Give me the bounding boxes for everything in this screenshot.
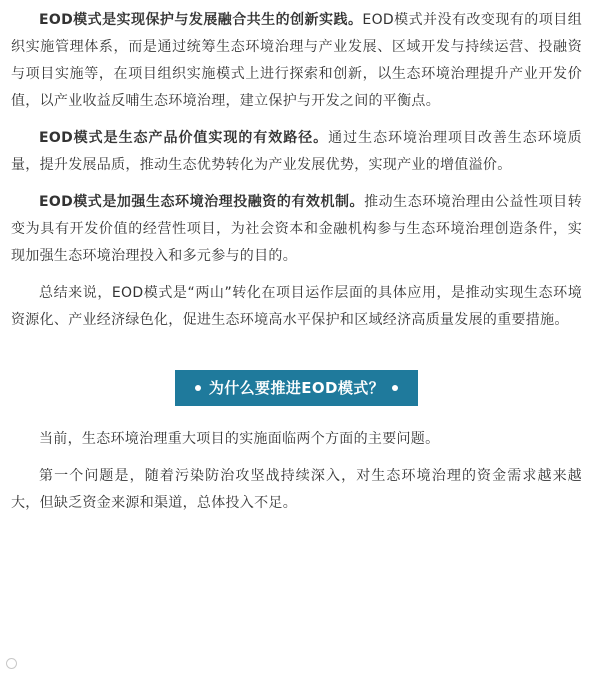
paragraph-5-body: 当前，生态环境治理重大项目的实施面临两个方面的主要问题。 [39,431,440,447]
section-heading-text: 为什么要推进EOD模式？ [208,379,385,397]
watermark [6,658,20,671]
paragraph-1 [11,7,582,115]
paragraph-2-body: 通过生态环境治理项目改善生态环境质量，提升发展品质，推动生态优势转化为产业发展优势，实现产业的增值溢价。 [11,130,582,173]
paragraph-2 [11,125,582,179]
paragraph-2-lead: EOD模式是生态产品价值实现的有效路径。 [39,130,329,146]
paragraph-3-body: 推动生态环境治理由公益性项目转变为具有开发价值的经营性项目，为社会资本和金融机构参与生态环境治理创造条件，实现加强生态环境治理投入和多元参与的目的。 [11,194,582,264]
paragraph-1-body: EOD模式并没有改变现有的项目组织实施管理体系，而是通过统筹生态环境治理与产业发展、区域开发与持续运营、投融资与项目实施等，在项目组织实施模式上进行探索和创新，以生态环境治理提升产业开发价值，以产业收益反哺生态环境治理，建立保护与开发之间的平衡点。 [11,12,582,109]
paragraph-3-lead: EOD模式是加强生态环境治理投融资的有效机制。 [39,194,365,210]
paragraph-1-lead: EOD模式是实现保护与发展融合共生的创新实践。 [39,12,363,28]
paragraph-3 [11,189,582,270]
paragraph-6 [11,463,582,517]
section-heading-wrap [11,370,582,406]
paragraph-4-body: 总结来说，EOD模式是“两山”转化在项目运作层面的具体应用，是推动实现生态环境资源化、产业经济绿色化，促进生态环境高水平保护和区域经济高质量发展的重要措施。 [11,285,582,328]
paragraph-4 [11,280,582,334]
section-heading [175,370,418,406]
bullet-dot-icon [392,385,398,391]
article [11,7,582,517]
watermark-logo-icon [6,658,17,669]
paragraph-5 [11,426,582,453]
bullet-dot-icon [195,385,201,391]
paragraph-6-body: 第一个问题是，随着污染防治攻坚战持续深入，对生态环境治理的资金需求越来越大，但缺乏资金来源和渠道，总体投入不足。 [11,468,582,511]
